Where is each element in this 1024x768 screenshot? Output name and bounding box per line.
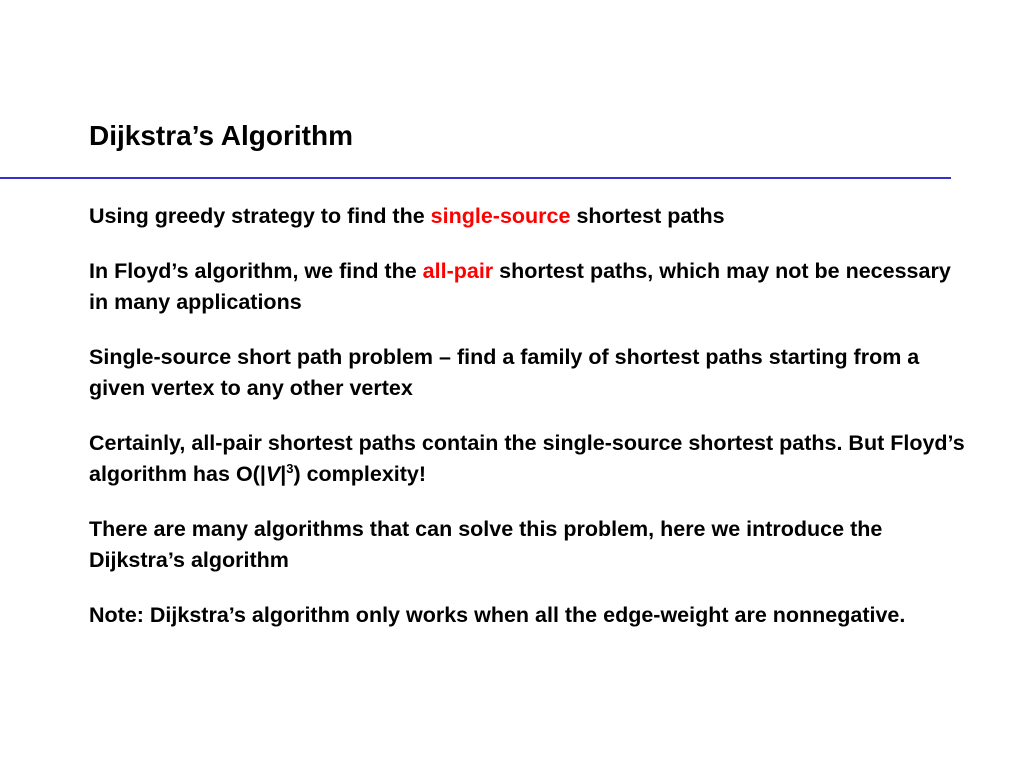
- paragraph-floyd-all-pair: [89, 256, 969, 318]
- highlight-single-source: single-source: [430, 204, 571, 228]
- paragraph-note-nonnegative: Note: Dijkstra’s algorithm only works when all the edge-weight are nonnegative.: [89, 603, 906, 627]
- paragraph-complexity: [89, 428, 969, 490]
- paragraph-introduce-dijkstra: There are many algorithms that can solve this problem, here we introduce the Dijkstra’s algorithm: [89, 517, 883, 572]
- paragraph-greedy-strategy: [89, 201, 969, 232]
- slide-title: Dijkstra’s Algorithm: [89, 120, 353, 151]
- text: Using greedy strategy to find the: [89, 204, 431, 228]
- variable-v: V: [265, 462, 281, 486]
- highlight-all-pair: all-pair: [422, 259, 494, 283]
- text: ) complexity!: [293, 462, 427, 486]
- text: In Floyd’s algorithm, we find the: [89, 259, 423, 283]
- slide-body: [89, 201, 969, 655]
- text: |: [280, 462, 287, 486]
- text: shortest paths, which may not be necessary in many applications: [89, 259, 951, 314]
- text: Certainly, all-pair shortest paths contain the single-source shortest paths. But Floyd’s algorithm has O(|: [89, 431, 965, 486]
- text: shortest paths: [570, 204, 725, 228]
- paragraph-problem-definition: Single-source short path problem – find a family of shortest paths starting from a given vertex to any other vertex: [89, 345, 920, 400]
- exponent: 3: [286, 460, 294, 476]
- title-divider: [0, 177, 951, 179]
